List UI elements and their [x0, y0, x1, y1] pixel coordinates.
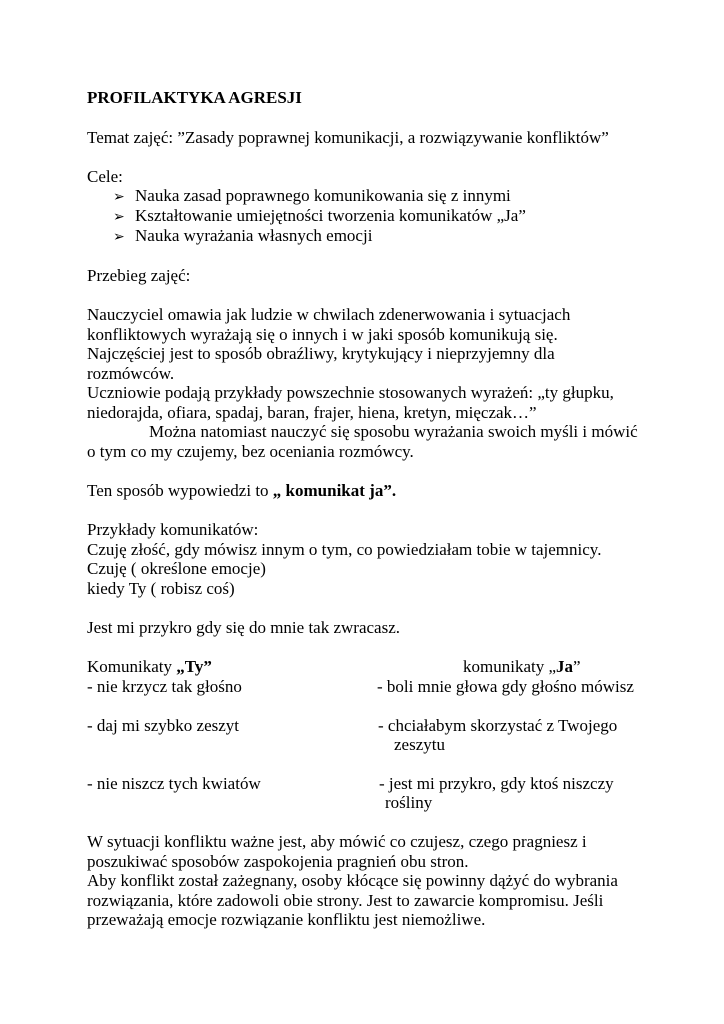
sad-example-line: Jest mi przykro gdy się do mnie tak zwracasz.: [87, 618, 400, 637]
method-line: Ten sposób wypowiedzi to „ komunikat ja”.: [87, 481, 397, 500]
intro-line: Można natomiast nauczyć się sposobu wyrażania swoich myśli i mówić: [149, 422, 638, 441]
intro-line: rozmówców.: [87, 364, 175, 383]
ja-message: - boli mnie głowa gdy głośno mówisz: [377, 677, 634, 696]
document-title: PROFILAKTYKA AGRESJI: [87, 88, 302, 107]
examples-heading: Przykłady komunikatów:: [87, 520, 259, 539]
ty-message: - daj mi szybko zeszyt: [87, 716, 240, 735]
intro-line: Uczniowie podają przykłady powszechnie stosowanych wyrażeń: „ty głupku,: [87, 383, 614, 402]
intro-line: konfliktowych wyrażają się o innych i w jaki sposób komunikują się.: [87, 325, 558, 344]
conclusion-line: W sytuacji konfliktu ważne jest, aby mówić co czujesz, czego pragniesz i: [87, 832, 587, 851]
goal-item: ➢ Kształtowanie umiejętności tworzenia komunikatów „Ja”: [113, 206, 526, 225]
ja-message: - chciałabym skorzystać z Twojego: [378, 716, 618, 735]
ty-column-header: Komunikaty „Ty”: [87, 657, 212, 676]
example-line: kiedy Ty ( robisz coś): [87, 579, 235, 598]
ty-message: - nie krzycz tak głośno: [87, 677, 242, 696]
arrow-bullet-icon: ➢: [113, 189, 125, 205]
topic-line: Temat zajęć: ”Zasady poprawnej komunikacji, a rozwiązywanie konfliktów”: [87, 128, 609, 147]
ja-message-continuation: rośliny: [385, 793, 433, 812]
ja-column-header: komunikaty „Ja”: [463, 657, 581, 676]
conclusion-line: przeważają emocje rozwiązanie konfliktu jest niemożliwe.: [87, 910, 486, 929]
ty-message: - nie niszcz tych kwiatów: [87, 774, 261, 793]
method-highlight: „ komunikat ja”.: [272, 481, 397, 500]
arrow-bullet-icon: ➢: [113, 229, 125, 245]
example-line: Czuję ( określone emocje): [87, 559, 266, 578]
goal-item: ➢ Nauka wyrażania własnych emocji: [113, 226, 373, 245]
example-line: Czuję złość, gdy mówisz innym o tym, co powiedziałam tobie w tajemnicy.: [87, 540, 602, 559]
course-heading: Przebieg zajęć:: [87, 266, 191, 285]
ja-message: - jest mi przykro, gdy ktoś niszczy: [379, 774, 614, 793]
intro-line: o tym co my czujemy, bez oceniania rozmówcy.: [87, 442, 414, 461]
conclusion-line: rozwiązania, które zadowoli obie strony. Jest to zawarcie kompromisu. Jeśli: [87, 891, 604, 910]
intro-line: Najczęściej jest to sposób obraźliwy, krytykujący i nieprzyjemny dla: [87, 344, 555, 363]
intro-line: niedorajda, ofiara, spadaj, baran, frajer, hiena, kretyn, mięczak…”: [87, 403, 537, 422]
ja-message-continuation: zeszytu: [394, 735, 445, 754]
conclusion-line: Aby konflikt został zażegnany, osoby kłócące się powinny dążyć do wybrania: [87, 871, 618, 890]
goals-heading: Cele:: [87, 167, 123, 186]
conclusion-line: poszukiwać sposobów zaspokojenia pragnień obu stron.: [87, 852, 469, 871]
arrow-bullet-icon: ➢: [113, 209, 125, 225]
goal-item: ➢ Nauka zasad poprawnego komunikowania się z innymi: [113, 186, 511, 205]
intro-line: Nauczyciel omawia jak ludzie w chwilach zdenerwowania i sytuacjach: [87, 305, 571, 324]
